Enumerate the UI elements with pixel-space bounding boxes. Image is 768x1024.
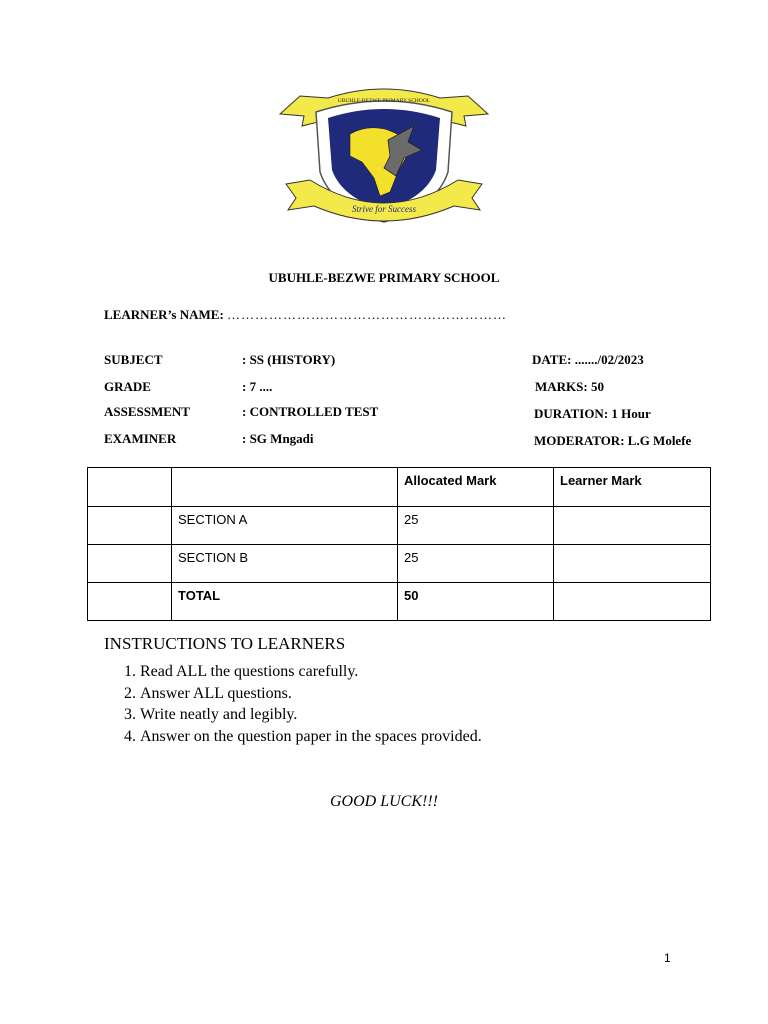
header-learner-mark: Learner Mark xyxy=(554,468,711,507)
date-field: DATE: ......./02/2023 xyxy=(532,352,644,367)
assessment-value: : CONTROLLED TEST xyxy=(242,404,379,419)
allocated-mark-cell: 25 xyxy=(398,545,554,583)
list-item: 3. Write neatly and legibly. xyxy=(140,704,482,726)
row-blank-cell xyxy=(88,507,172,545)
total-learner-mark-cell[interactable] xyxy=(554,583,711,621)
school-logo xyxy=(276,76,492,226)
total-allocated-cell: 50 xyxy=(398,583,554,621)
section-name-cell: SECTION A xyxy=(172,507,398,545)
list-item: 4. Answer on the question paper in the spaces provided. xyxy=(140,726,482,748)
total-label-cell: TOTAL xyxy=(172,583,398,621)
page-number: 1 xyxy=(664,951,671,965)
school-name: UBUHLE-BEZWE PRIMARY SCHOOL xyxy=(268,270,500,285)
marks-field: MARKS: 50 xyxy=(535,379,604,394)
table-row xyxy=(88,507,711,545)
subject-value: : SS (HISTORY) xyxy=(242,352,336,367)
header-cell-blank-1 xyxy=(88,468,172,507)
table-row xyxy=(88,583,711,621)
logo-ribbon-bottom-text: Strive for Success xyxy=(352,204,416,214)
header-allocated-mark: Allocated Mark xyxy=(398,468,554,507)
list-item: 2. Answer ALL questions. xyxy=(140,683,482,705)
list-item: 1. Read ALL the questions carefully. xyxy=(140,661,482,683)
assessment-label: ASSESSMENT xyxy=(104,404,190,419)
row-blank-cell xyxy=(88,545,172,583)
marks-table xyxy=(87,467,711,621)
table-row xyxy=(88,545,711,583)
learner-name-label: LEARNER’s NAME: xyxy=(104,307,224,322)
header-cell-blank-2 xyxy=(172,468,398,507)
instructions-title: INSTRUCTIONS TO LEARNERS xyxy=(104,634,346,653)
grade-label: GRADE xyxy=(104,379,151,394)
moderator-field: MODERATOR: L.G Molefe xyxy=(534,433,692,448)
good-luck-text: GOOD LUCK!!! xyxy=(330,793,438,810)
duration-field: DURATION: 1 Hour xyxy=(534,406,651,421)
learner-name-row xyxy=(104,307,507,323)
grade-value: : 7 .... xyxy=(242,379,273,394)
subject-label: SUBJECT xyxy=(104,352,163,367)
learner-name-blank[interactable]: …………………………………………………… xyxy=(227,307,508,322)
allocated-mark-cell: 25 xyxy=(398,507,554,545)
logo-ribbon-top-text: UBUHLE-BEZWE PRIMARY SCHOOL xyxy=(337,98,431,104)
examiner-value: : SG Mngadi xyxy=(242,431,314,446)
section-name-cell: SECTION B xyxy=(172,545,398,583)
instructions-list xyxy=(124,661,482,747)
learner-mark-cell[interactable] xyxy=(554,545,711,583)
examiner-label: EXAMINER xyxy=(104,431,177,446)
row-blank-cell xyxy=(88,583,172,621)
marks-table-header-row xyxy=(88,468,711,507)
learner-mark-cell[interactable] xyxy=(554,507,711,545)
